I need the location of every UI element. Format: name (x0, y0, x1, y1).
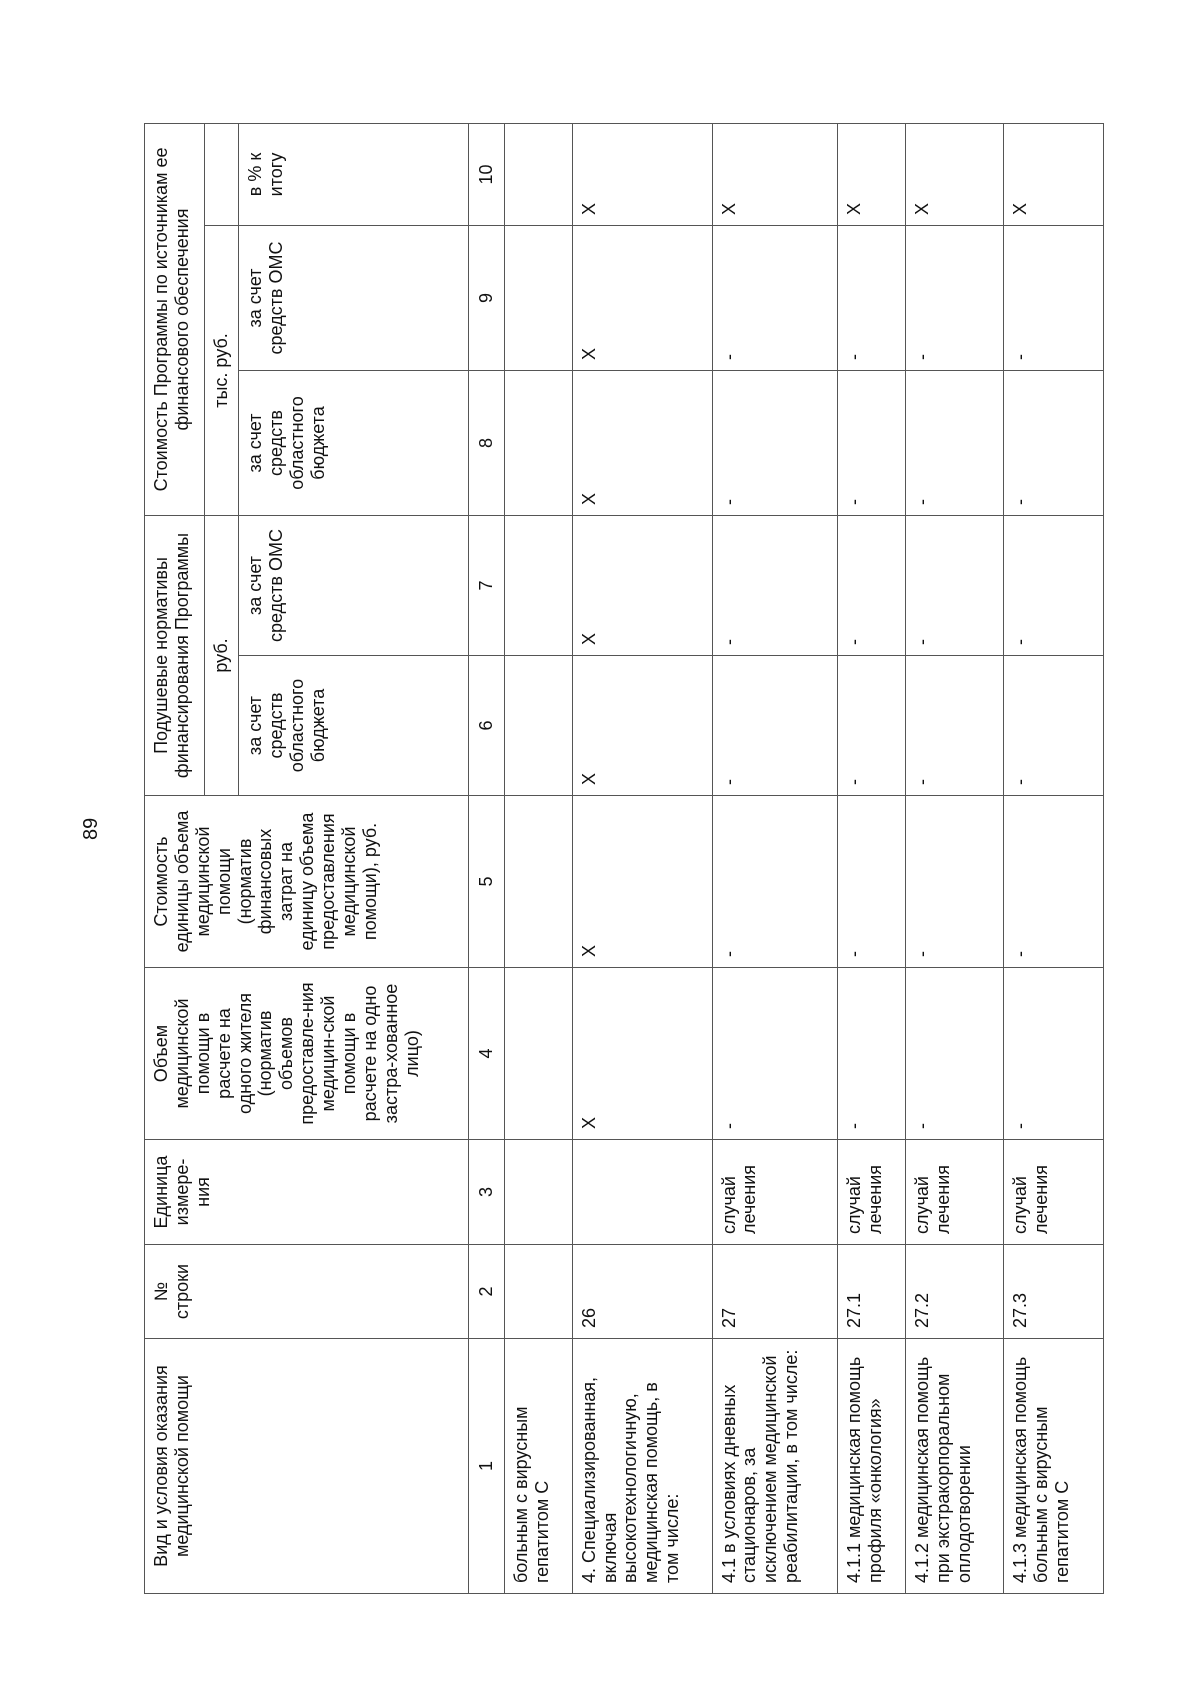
row-value: X (838, 123, 906, 225)
row-value (504, 515, 572, 655)
row-value (504, 796, 572, 968)
row-value: - (1004, 796, 1104, 968)
row-value: - (1004, 515, 1104, 655)
row-value (504, 225, 572, 370)
row-name: 4.1.3 медицинская помощь больным с вирусным гепатитом С (1004, 1339, 1104, 1594)
rotated-table-frame (144, 124, 1104, 1594)
header-unit-cost: Стоимость единицы объема медицинской помощи (норматив финансовых затрат на единицу объема предоставления медицинской помощи), руб. (145, 796, 469, 968)
header-per-capita-oms: за счет средств ОМС (238, 515, 468, 655)
row-line: 27 (712, 1245, 838, 1339)
row-value: X (712, 123, 838, 225)
row-value: X (572, 656, 712, 796)
column-number: 2 (468, 1245, 504, 1339)
header-unit: Единица измере-ния (145, 1140, 469, 1245)
row-line: 27.2 (906, 1245, 1004, 1339)
row-line: 27.3 (1004, 1245, 1104, 1339)
header-cost-regional: за счет средств областного бюджета (238, 370, 468, 515)
column-number: 10 (468, 123, 504, 225)
row-value: - (712, 225, 838, 370)
column-number: 1 (468, 1339, 504, 1594)
table-row (712, 123, 838, 1593)
header-line-number: № строки (145, 1245, 469, 1339)
row-value (504, 123, 572, 225)
row-value: - (1004, 656, 1104, 796)
row-value: X (1004, 123, 1104, 225)
row-value: - (838, 370, 906, 515)
program-cost-table (144, 123, 1104, 1594)
row-value: - (838, 796, 906, 968)
row-value: - (838, 968, 906, 1140)
row-value (504, 656, 572, 796)
header-unit-thousand-rub: тыс. руб. (205, 225, 239, 515)
header-empty-cell (205, 123, 239, 225)
table-row (1004, 123, 1104, 1593)
table-row (504, 123, 572, 1593)
row-value: - (906, 515, 1004, 655)
header-program-cost-group: Стоимость Программы по источникам ее финансового обеспечения (145, 123, 205, 515)
row-value: - (838, 515, 906, 655)
row-unit: случай лечения (838, 1140, 906, 1245)
row-value: - (906, 225, 1004, 370)
column-number: 7 (468, 515, 504, 655)
row-value: - (712, 515, 838, 655)
row-value (504, 370, 572, 515)
row-value: X (906, 123, 1004, 225)
row-unit (504, 1140, 572, 1245)
row-value: X (572, 123, 712, 225)
row-value: X (572, 796, 712, 968)
row-value: - (712, 656, 838, 796)
row-value: X (572, 515, 712, 655)
column-number: 9 (468, 225, 504, 370)
header-per-capita-group: Подушевые нормативы финансирования Программы (145, 515, 205, 795)
row-line: 26 (572, 1245, 712, 1339)
row-value: - (712, 968, 838, 1140)
header-per-capita-regional: за счет средств областного бюджета (238, 656, 468, 796)
row-name: больным с вирусным гепатитом С (504, 1339, 572, 1594)
row-value: - (1004, 968, 1104, 1140)
header-volume-norm: Объем медицинской помощи в расчете на одного жителя (норматив объемов предоставле-ния медицин-ской помощи в расчете на одно застра-хованное лицо) (145, 968, 469, 1140)
page-number: 89 (80, 817, 102, 840)
row-value: - (838, 225, 906, 370)
row-name: 4.1.1 медицинская помощь профиля «онкология» (838, 1339, 906, 1594)
row-value: X (572, 968, 712, 1140)
table-row (572, 123, 712, 1593)
row-value: - (906, 656, 1004, 796)
row-value (504, 968, 572, 1140)
row-name: 4.1.2 медицинская помощь при экстракорпоральном оплодотворении (906, 1339, 1004, 1594)
column-number: 6 (468, 656, 504, 796)
row-value: - (906, 968, 1004, 1140)
row-line: 27.1 (838, 1245, 906, 1339)
column-number: 8 (468, 370, 504, 515)
row-value: - (712, 370, 838, 515)
header-unit-rub: руб. (205, 515, 239, 795)
row-unit: случай лечения (712, 1140, 838, 1245)
column-number: 3 (468, 1140, 504, 1245)
row-unit (572, 1140, 712, 1245)
row-value: - (906, 370, 1004, 515)
table-row (906, 123, 1004, 1593)
header-care-type: Вид и условия оказания медицинской помощи (145, 1339, 469, 1594)
row-name: 4. Специализированная, включая высокотехнологичную, медицинская помощь, в том числе: (572, 1339, 712, 1594)
column-number: 5 (468, 796, 504, 968)
row-value: - (1004, 225, 1104, 370)
row-unit: случай лечения (906, 1140, 1004, 1245)
column-number: 4 (468, 968, 504, 1140)
header-percent-total: в % к итогу (238, 123, 468, 225)
row-value: - (712, 796, 838, 968)
header-cost-oms: за счет средств ОМС (238, 225, 468, 370)
row-value: - (1004, 370, 1104, 515)
row-unit: случай лечения (1004, 1140, 1104, 1245)
row-name: 4.1 в условиях дневных стационаров, за исключением медицинской реабилитации, в том числе: (712, 1339, 838, 1594)
table-row (838, 123, 906, 1593)
row-value: - (838, 656, 906, 796)
row-line (504, 1245, 572, 1339)
row-value: X (572, 370, 712, 515)
row-value: X (572, 225, 712, 370)
row-value: - (906, 796, 1004, 968)
